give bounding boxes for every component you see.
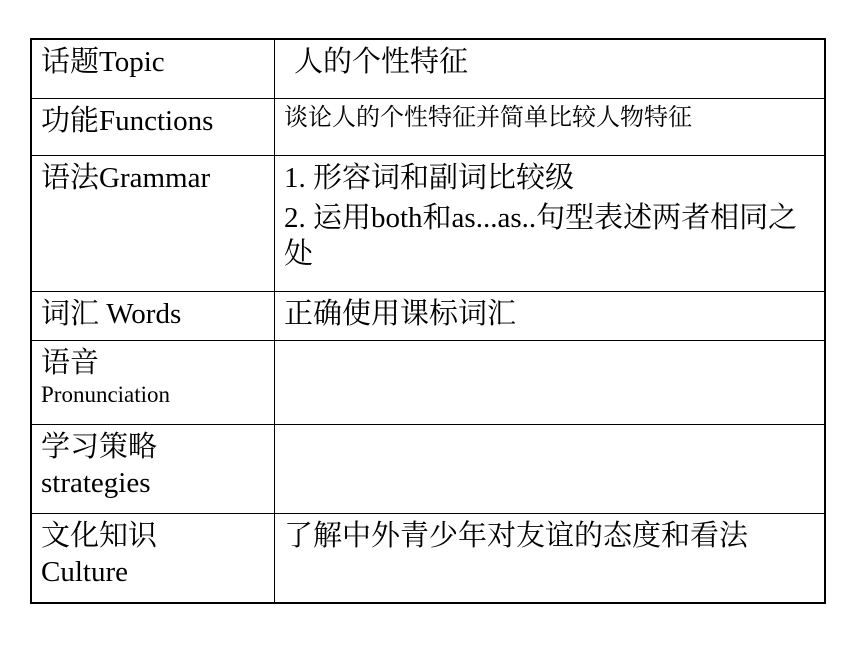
grammar-item-1: 1. 形容词和副词比较级 (284, 162, 575, 194)
row-content-grammar (275, 156, 826, 292)
syllabus-table (30, 38, 826, 604)
table-row-strategies (31, 425, 825, 514)
functions-text: 谈论人的个性特征并简单比较人物特征 (284, 105, 692, 131)
row-content-topic (275, 39, 826, 99)
strategies-label-cn: 学习策略 (41, 431, 158, 463)
row-label-topic: 话题Topic (31, 39, 275, 99)
row-label-words: 词汇 Words (31, 292, 275, 341)
grammar-item-2: 2. 运用both和as...as..句型表述两者相同之处 (284, 202, 798, 270)
row-label-strategies (31, 425, 275, 514)
pronunciation-label-en: Pronunciation (41, 382, 171, 407)
row-content-culture (275, 514, 826, 604)
strategies-label-en: strategies (41, 467, 151, 499)
culture-label-cn: 文化知识 (41, 520, 158, 552)
table-row-grammar (31, 156, 825, 292)
row-content-strategies (275, 425, 826, 514)
row-content-functions (275, 99, 826, 156)
table-row-pronunciation (31, 341, 825, 425)
row-label-grammar: 语法Grammar (31, 156, 275, 292)
row-content-pronunciation (275, 341, 826, 425)
culture-label-en: Culture (41, 556, 128, 588)
row-content-words (275, 292, 826, 341)
row-label-pronunciation (31, 341, 275, 425)
row-label-culture (31, 514, 275, 604)
table-row-culture (31, 514, 825, 604)
table-row-functions (31, 99, 825, 156)
row-label-functions: 功能Functions (31, 99, 275, 156)
table-row-words (31, 292, 825, 341)
table-row-topic (31, 39, 825, 99)
words-text: 正确使用课标词汇 (284, 298, 517, 330)
topic-text: 人的个性特征 (294, 46, 469, 78)
pronunciation-label-cn: 语音 (41, 347, 100, 379)
culture-text: 了解中外青少年对友谊的态度和看法 (284, 520, 749, 552)
